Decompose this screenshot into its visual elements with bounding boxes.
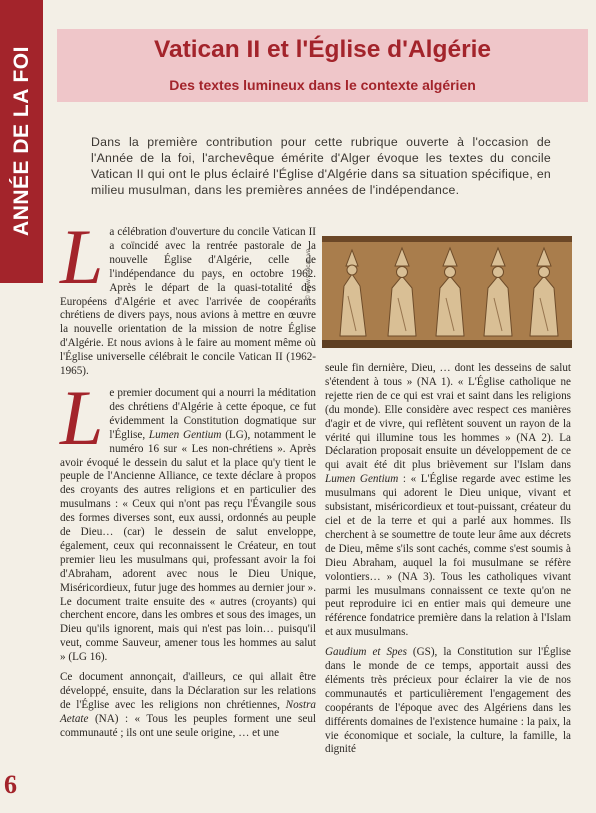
paragraph-nostra-aetate: Ce document annonçait, d'ailleurs, ce qui allait être développé, ensuite, dans la Déclaration sur les relations de l'Église avec les religions non chrétiennes, Nostra Aetate (NA) : « Tous les peuples forment une seul communauté ; ils ont une seule origine, … et une: [60, 671, 316, 739]
paragraph-opening: La célébration d'ouverture du concile Vatican II a coïncidé avec la rentrée pastorale de la nouvelle Église d'Algérie, celle de l'indépendance du pays, en octobre 1962. Après le départ de la quasi-totalité des Européens d'Algérie et avec l'arrivée de coopérants chrétiens de divers pays, nous avions à mettre en œuvre la nouvelle orientation de la mission de notre Église d'Algérie. Et nous avions à le faire au moment même où l'Église universelle célébrait le concile Vatican II (1962-1965).: [60, 213, 316, 378]
drop-cap: L: [60, 373, 104, 461]
paragraph-continuation: seule fin dernière, Dieu, … dont les desseins de salut s'étendent à tous » (NA 1). « L'Église catholique ne rejette rien de ce qui est vrai et saint dans les religions (du monde). Elle considère avec respect ces manières d'agir et de vivre, qui reflètent souvent un rayon de la vérité qui illumine tous les hommes » (NA 2). La Déclaration proposait ensuite un développement de ce qui avait été dit plus brièvement sur l'Islam dans Lumen Gentium : « L'Église regarde avec estime les musulmans qui adorent le Dieu unique, vivant et subsistant, miséricordieux et tout-puissant, créateur du ciel et de la terre et qui a parlé aux hommes. Ils cherchent à se soumettre de toute leur âme aux décrets de Dieu, même s'ils sont cachés, comme s'est soumis à Dieu Abraham, auquel la foi musulmane se réfère volontiers… » (NA 3). Tous les catholiques vivant parmi les musulmans connaissent ce texte qu'on ne peut reproduire ici en entier mais qui demeure une référence fondatrice première dans la relation à l'Islam et aux musulmans.: [325, 362, 572, 639]
article-intro: Dans la première contribution pour cette rubrique ouverte à l'occasion de l'Année de la foi, l'archevêque émérite d'Alger évoque les textes du concile Vatican II qui ont le plus éclairé l'Église d'Algérie dans sa situation spécifique, en milieu musulman, dans les premières années de l'indépendance.: [91, 135, 551, 197]
bishops-relief-photo: [322, 236, 572, 348]
section-band: [0, 0, 43, 283]
article-title: Vatican II et l'Église d'Algérie: [153, 36, 492, 63]
right-column: [325, 362, 571, 763]
drop-cap: L: [60, 213, 104, 300]
paragraph-gaudium-et-spes: Gaudium et Spes (GS), la Constitution sur l'Église dans le monde de ce temps, apportait aussi des éléments très précieux pour éclairer la vie de nos communautés et particulièrement l'engagement des coopérants de l'époque avec des Algériens dans les différents domaines de l'existence humaine : la paix, la vie économique et sociale, la culture, la famille, la dignité: [325, 646, 571, 756]
page-number: 6: [4, 770, 17, 799]
photo-credit: © www.vatican.va: [305, 248, 312, 300]
section-label: ANNÉE DE LA FOI: [10, 46, 33, 236]
title-banner: [57, 29, 588, 102]
paragraph-lumen-gentium: Le premier document qui a nourri la méditation des chrétiens d'Algérie à cette époque, ce fut évidemment la Constitution dogmatique sur l'Église, Lumen Gentium (LG), notamment le numéro 16 sur « Les non-chrétiens ». Après avoir évoqué le dessein du salut et la place qu'y tient le peuple de l'Ancienne Alliance, ce texte déclare à propos des croyants des autres religions et en particulier des musulmans : « Ceux qui n'ont pas reçu l'Évangile sous des formes diverses sont, eux aussi, ordonnés au peuple de Dieu… (car) le dessein de salut enveloppe, également, ceux qui reconnaissent le Créateur, en tout premier lieu les musulmans qui, professant avoir la foi d'Abraham, adorent avec nous le Dieu Unique, Miséricordieux, futur juge des hommes au dernier jour ». Le document traite ensuite des « autres (croyants) qui cherchent encore, dans les ombres et sous des images, un Dieu qu'ils ignorent, mais qui n'est pas loin… puisqu'il veut, comme Sauveur, amener tous les hommes au salut » (LG 16).: [60, 373, 316, 664]
left-column: [60, 213, 316, 747]
article-subtitle: Des textes lumineux dans le contexte algérien: [169, 77, 476, 93]
